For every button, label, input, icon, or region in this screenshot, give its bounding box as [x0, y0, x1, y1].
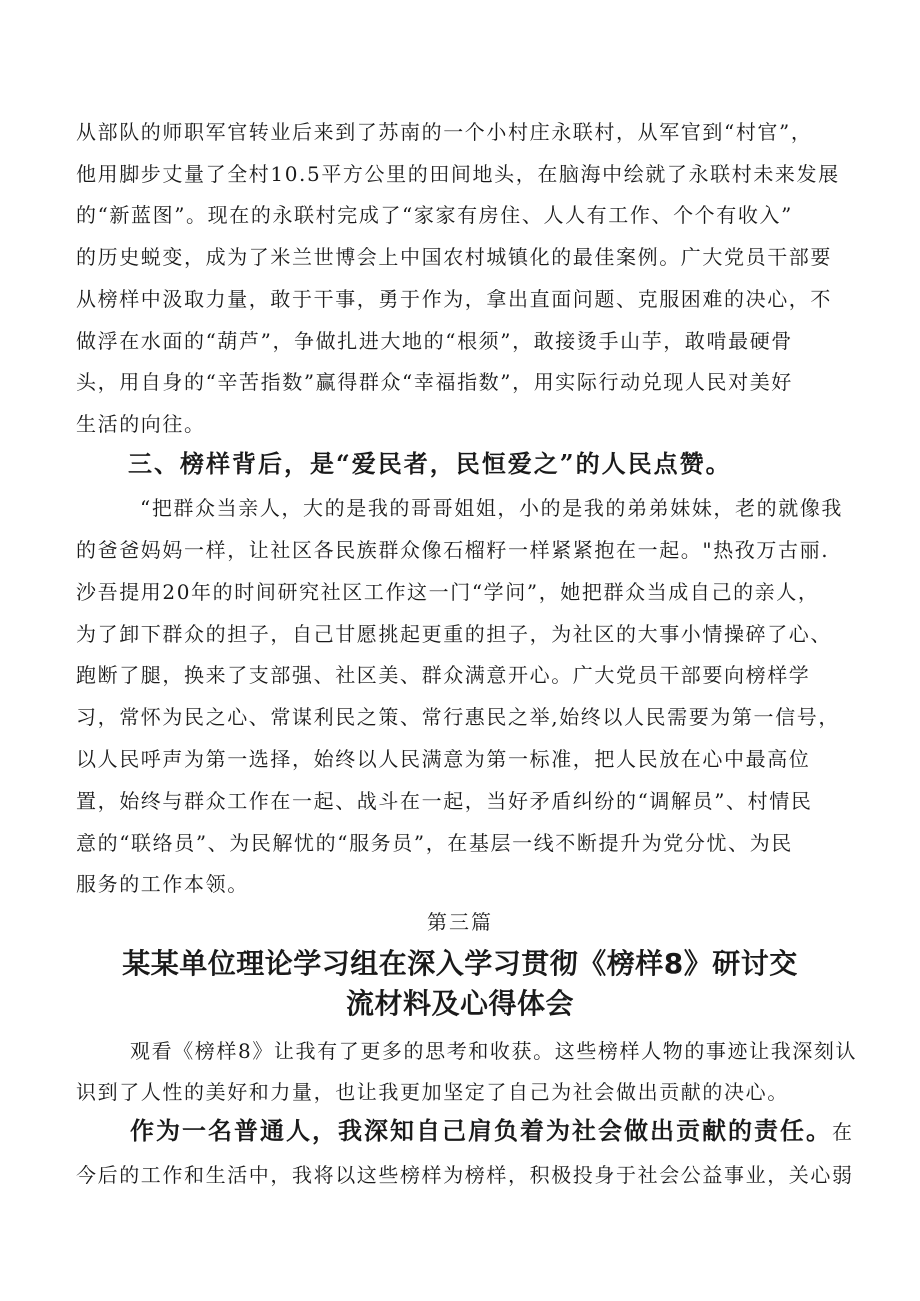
- section-label: 第三篇: [427, 910, 493, 934]
- paragraph-2-line-1: “把群众当亲人，大的是我的哥哥姐姐，小的是我的弟弟妹妹，老的就像我: [140, 496, 844, 520]
- paragraph-1-line-2: 他用脚步丈量了全村10.5平方公里的田间地头，在脑海中绘就了永联村未来发展: [76, 162, 840, 186]
- paragraph-2-line-4: 为了卸下群众的担子，自己甘愿挑起更重的担子，为社区的大事小情操碎了心、: [76, 622, 832, 646]
- paragraph-2-line-8: 置，始终与群众工作在一起、战斗在一起，当好矛盾纠纷的“调解员”、村情民: [76, 789, 813, 813]
- paragraph-2-line-10: 服务的工作本领。: [76, 872, 249, 896]
- paragraph-1-line-1: 从部队的师职军官转业后来到了苏南的一个小村庄永联村，从军官到“村官”，: [76, 120, 813, 144]
- section-heading-3: 三、榜样背后，是“爱民者，民恒爱之”的人民点赞。: [128, 449, 732, 478]
- paragraph-4-line-2: 今后的工作和生活中，我将以这些榜样为榜样，积极投身于社会公益事业，关心弱: [76, 1163, 854, 1187]
- paragraph-1-line-6: 做浮在水面的“葫芦”，争做扎进大地的“根须”，敢接烫手山芋，敢啃最硬骨: [76, 329, 793, 353]
- paragraph-2-line-5: 跑断了腿，换来了支部强、社区美、群众满意开心。广大党员干部要向榜样学: [76, 663, 811, 687]
- paragraph-1-line-7: 头，用自身的“辛苦指数”赢得群众“幸福指数”，用实际行动兑现人民对美好: [76, 370, 793, 394]
- paragraph-4-lead: 作为一名普通人，我深知自己肩负着为社会做出贡献的责任。: [130, 1116, 832, 1145]
- paragraph-1-line-3: 的“新蓝图”。现在的永联村完成了“家家有房住、人人有工作、个个有收入”: [76, 203, 793, 227]
- paragraph-2-line-9: 意的“联络员”、为民解忧的“服务员”，在基层一线不断提升为党分忧、为民: [76, 831, 793, 855]
- paragraph-3-line-2: 识到了人性的美好和力量，也让我更加坚定了自己为社会做出贡献的决心。: [76, 1080, 789, 1104]
- paragraph-2-line-6: 习，常怀为民之心、常谋利民之策、常行惠民之举,始终以人民需要为第一信号，: [76, 705, 840, 729]
- paragraph-1-line-5: 从榜样中汲取力量，敢于干事，勇于作为，拿出直面问题、克服困难的决心，不: [76, 287, 832, 311]
- article-title-line-1: 某某单位理论学习组在深入学习贯彻《榜样8》研讨交: [122, 947, 798, 980]
- paragraph-2-line-7: 以人民呼声为第一选择，始终以人民满意为第一标准，把人民放在心中最高位: [76, 747, 811, 771]
- paragraph-1-line-8: 生活的向往。: [76, 412, 206, 436]
- paragraph-3-line-1: 观看《榜样8》让我有了更多的思考和收获。这些榜样人物的事迹让我深刻认: [130, 1039, 858, 1063]
- paragraph-4-line-1: [130, 1117, 910, 1146]
- paragraph-1-line-4: 的历史蜕变，成为了米兰世博会上中国农村城镇化的最佳案例。广大党员干部要: [76, 245, 832, 269]
- article-title-line-2: 流材料及心得体会: [345, 987, 574, 1020]
- paragraph-2-line-2: 的爸爸妈妈一样，让社区各民族群众像石榴籽一样紧紧抱在一起。"热孜万古丽.: [76, 538, 830, 562]
- paragraph-4-tail: 在: [832, 1120, 854, 1144]
- paragraph-2-line-3: 沙吾提用20年的时间研究社区工作这一门“学问”，她把群众当成自己的亲人，: [76, 580, 820, 604]
